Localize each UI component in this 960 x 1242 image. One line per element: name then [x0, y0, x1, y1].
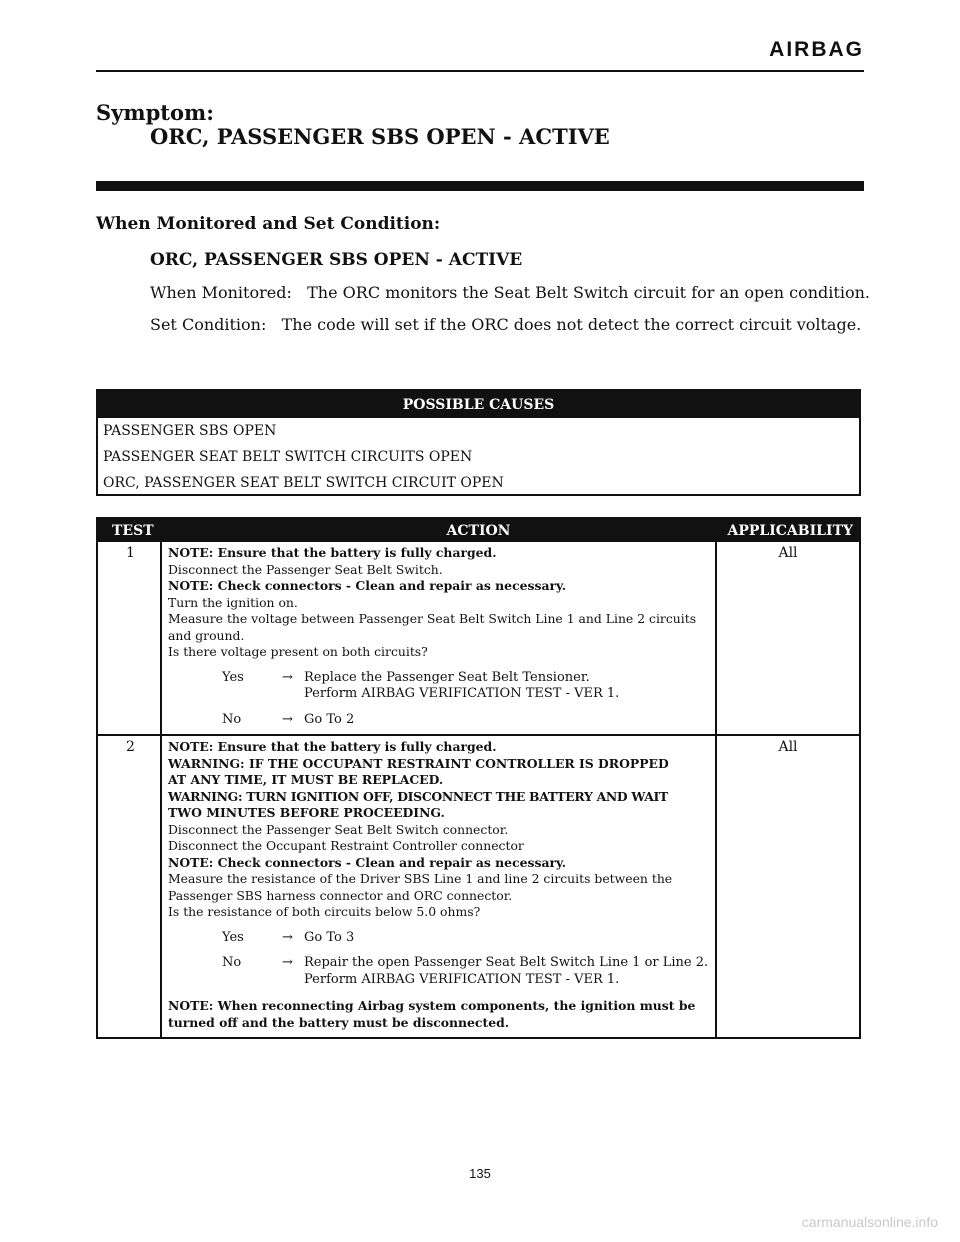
- test-action: [162, 736, 717, 1037]
- yes-response: [168, 670, 711, 703]
- end-note-line: NOTE: When reconnecting Airbag system components, the ignition must be: [168, 998, 696, 1013]
- header-action: ACTION: [446, 523, 511, 539]
- monitored-heading: When Monitored and Set Condition:: [96, 214, 441, 234]
- arrow-icon: →: [282, 955, 293, 970]
- action-line: Disconnect the Passenger Seat Belt Switch.: [168, 561, 443, 577]
- action-line: NOTE: Check connectors - Clean and repair as necessary.: [168, 578, 567, 593]
- page-number: 135: [469, 1166, 491, 1181]
- yes-label: Yes: [222, 929, 244, 945]
- arrow-icon: →: [282, 929, 293, 945]
- test-action: [162, 542, 717, 734]
- test-applicability: All: [778, 739, 798, 755]
- header-test: TEST: [112, 523, 154, 539]
- yes-label: Yes: [222, 669, 244, 685]
- action-line: Is there voltage present on both circuits?: [168, 644, 428, 659]
- action-line: Disconnect the Occupant Restraint Controller connector: [168, 838, 524, 853]
- header-rule: [96, 70, 864, 72]
- test-number: 1: [98, 542, 162, 734]
- yes-text-2: Perform AIRBAG VERIFICATION TEST - VER 1.: [304, 686, 620, 701]
- action-line: WARNING: TURN IGNITION OFF, DISCONNECT THE BATTERY AND WAIT: [168, 788, 668, 804]
- action-line: NOTE: Ensure that the battery is fully charged.: [168, 739, 497, 754]
- action-line: NOTE: Check connectors - Clean and repair as necessary.: [168, 854, 567, 870]
- header-applicability: APPLICABILITY: [727, 523, 853, 539]
- action-line: Measure the voltage between Passenger Seat Belt Switch Line 1 and Line 2 circuits: [168, 611, 697, 626]
- no-response: [168, 712, 711, 729]
- action-line: and ground.: [168, 627, 245, 643]
- no-label: No: [222, 955, 242, 970]
- action-line: Passenger SBS harness connector and ORC connector.: [168, 887, 513, 903]
- arrow-icon: →: [282, 669, 293, 685]
- test-number: 2: [98, 736, 162, 1037]
- action-line: Disconnect the Passenger Seat Belt Switch connector.: [168, 821, 509, 837]
- no-label: No: [222, 711, 242, 727]
- action-line: Turn the ignition on.: [168, 594, 298, 610]
- watermark-text: carmanualsonline.info: [801, 1214, 938, 1230]
- cause-item: PASSENGER SBS OPEN: [103, 423, 277, 439]
- table-row: [98, 542, 859, 736]
- no-response: [168, 955, 711, 988]
- action-line: TWO MINUTES BEFORE PROCEEDING.: [168, 805, 445, 820]
- possible-causes-box: [96, 389, 861, 496]
- action-line: AT ANY TIME, IT MUST BE REPLACED.: [168, 772, 444, 787]
- when-monitored-text: When Monitored: The ORC monitors the Seat Belt Switch circuit for an open condition.: [150, 283, 870, 302]
- symptom-label: Symptom:: [96, 100, 214, 125]
- test-table: [96, 517, 861, 1039]
- condition-name: ORC, PASSENGER SBS OPEN - ACTIVE: [150, 250, 523, 270]
- test-table-header: [98, 519, 859, 542]
- table-row: [98, 736, 859, 1037]
- thick-divider: [96, 181, 864, 191]
- no-text: Go To 2: [304, 711, 355, 727]
- cause-item: PASSENGER SEAT BELT SWITCH CIRCUITS OPEN: [103, 449, 473, 465]
- yes-text: Replace the Passenger Seat Belt Tensioner.: [304, 669, 590, 685]
- action-line: WARNING: IF THE OCCUPANT RESTRAINT CONTROLLER IS DROPPED: [168, 755, 669, 771]
- set-condition-text: Set Condition: The code will set if the ORC does not detect the correct circuit voltage.: [150, 315, 862, 334]
- yes-text: Go To 3: [304, 929, 355, 945]
- action-line: Is the resistance of both circuits below 5.0 ohms?: [168, 904, 481, 919]
- symptom-title: ORC, PASSENGER SBS OPEN - ACTIVE: [150, 124, 610, 149]
- no-text-2: Perform AIRBAG VERIFICATION TEST - VER 1.: [304, 971, 620, 987]
- action-line: Measure the resistance of the Driver SBS Line 1 and line 2 circuits between the: [168, 871, 673, 886]
- cause-item: ORC, PASSENGER SEAT BELT SWITCH CIRCUIT OPEN: [103, 475, 504, 491]
- section-title: AIRBAG: [769, 38, 864, 61]
- no-text: Repair the open Passenger Seat Belt Switch Line 1 or Line 2.: [304, 955, 709, 970]
- end-note-line: turned off and the battery must be disconnected.: [168, 1014, 510, 1030]
- yes-response: [168, 930, 711, 947]
- arrow-icon: →: [282, 711, 293, 727]
- action-line: NOTE: Ensure that the battery is fully charged.: [168, 545, 497, 560]
- test-applicability: All: [778, 545, 798, 561]
- possible-causes-header: POSSIBLE CAUSES: [98, 391, 859, 418]
